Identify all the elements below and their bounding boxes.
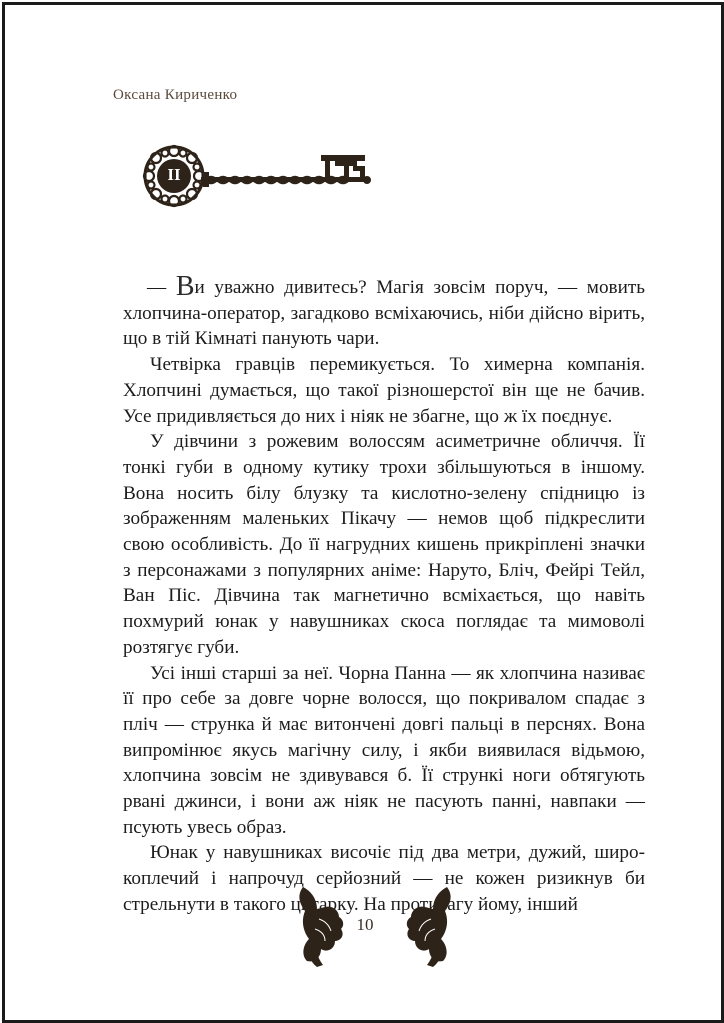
pointing-hand-icon: [299, 887, 343, 967]
paragraph-lead: —: [147, 277, 176, 298]
paragraph: У дівчини з рожевим волоссям асиметричне обличчя. Її тонкі губи в одному кутику трохи збільшуються в іншому. Вона носить білу блузку та кислотно-зелену спідницю із зображенням маленьких Пікачу — немов щоб підкреслити свою особливість. До її нагрудних кишень прикріплені значки з персонажами з популярних аніме: Наруто, Бліч, Фейрі Тейл, Ван Піс. Дівчина так магнетично всміхається, що навіть похмурий юнак у навушниках скоса поглядає та мимоволі розтягує губи.: [123, 431, 645, 658]
paragraph: Четвірка гравців перемикується. То химерна компанія. Хлопчині думається, що такої різношерстої він ще не бачив. Усе придивляється до них і ніяк не збагне, що ж їх поєднує.: [123, 354, 645, 427]
running-head-author: Оксана Кириченко: [113, 87, 238, 103]
drop-cap: В: [175, 271, 195, 302]
page-frame: [2, 2, 724, 1023]
chapter-numeral: II: [167, 165, 181, 184]
paragraph: Усі інші старші за неї. Чорна Панна — як хлопчина називає її про себе за довге чорне волосся, що покривалом спадає з пліч — струнка й має витончені довгі пальці в перснях. Вона випромінює якусь магічну силу, і якби виявилася відьмою, хлопчина зовсім не здивувався б. Її стрункі ноги обтягують рвані джинси, і вони аж ніяк не пасують панні, навпаки — псують увесь образ.: [123, 662, 645, 838]
paragraph: [123, 271, 646, 352]
page-number: 10: [356, 915, 374, 934]
paragraph: Юнак у навушниках височіє під два метри, дужий, широкоплечий і напрочуд серйозний — не кожен ризикнув би стрельнути в такого цигарку. На противагу йому, інший: [123, 842, 645, 915]
chapter-key-ornament: [141, 143, 373, 209]
body-text: [123, 271, 646, 918]
pointing-hand-icon: [407, 887, 451, 967]
paragraph-text: и уважно дивитесь? Магія зовсім поруч, — мовить хлопчина-оператор, загадково всміхаючись, ніби дійсно вірить, що в тій Кімнаті панують чари.: [123, 277, 646, 350]
